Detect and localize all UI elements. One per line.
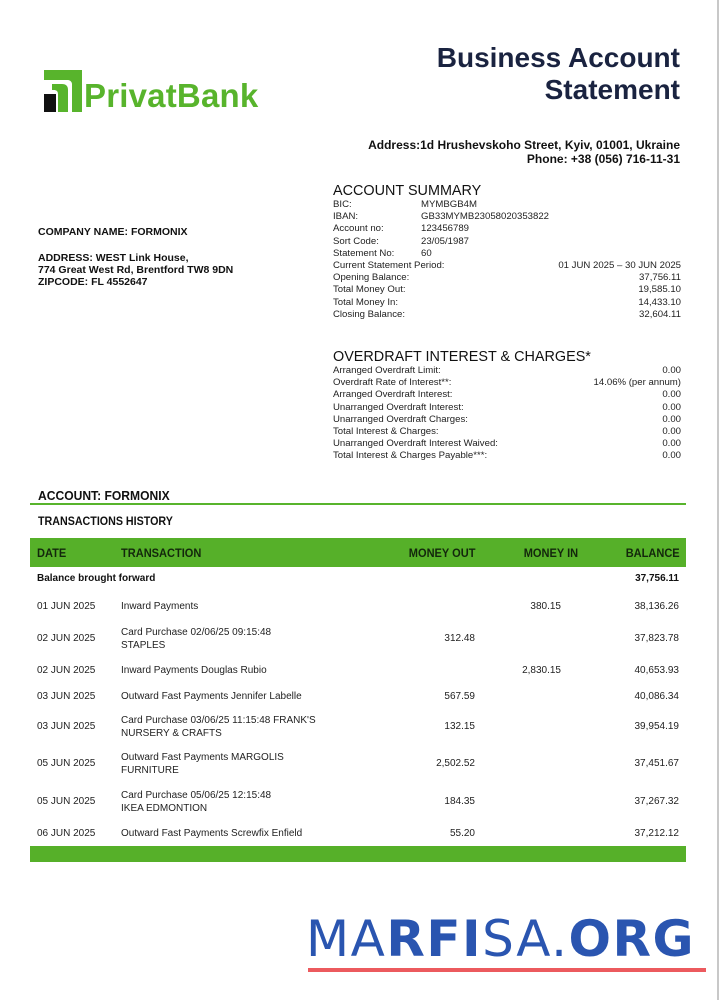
title-line-1: Business Account — [436, 42, 680, 73]
row-balance: 37,267.32 — [634, 796, 679, 807]
sort-code-row — [333, 236, 681, 248]
brought-forward-balance: 37,756.11 — [635, 573, 679, 584]
overdraft-value: 0.00 — [662, 450, 681, 462]
column-header-transaction: TRANSACTION — [121, 546, 202, 560]
period-row — [333, 260, 681, 272]
overdraft-row — [333, 414, 681, 426]
account-summary — [333, 182, 681, 321]
privatbank-logo — [44, 66, 258, 112]
row-money-out: 132.15 — [444, 721, 475, 732]
company-address-line-2: 774 Great West Rd, Brentford TW8 9DN — [38, 264, 234, 276]
transactions-table-footer — [30, 846, 686, 862]
account-no-row — [333, 223, 681, 235]
overdraft-value: 0.00 — [662, 389, 681, 401]
row-money-out: 567.59 — [444, 691, 475, 702]
row-date: 05 JUN 2025 — [37, 796, 96, 807]
statement-no-label: Statement No: — [333, 247, 395, 259]
overdraft-label: Unarranged Overdraft Interest Waived: — [333, 438, 498, 450]
row-transaction — [121, 790, 271, 815]
bic-value: MYMBGB4M — [421, 199, 477, 210]
row-transaction-line-1: Outward Fast Payments MARGOLIS — [121, 752, 284, 763]
watermark-part-1: MA — [306, 910, 387, 968]
account-title: ACCOUNT: FORMONIX — [38, 488, 170, 503]
transactions-table-header — [30, 538, 686, 567]
row-transaction-line-1: Card Purchase 05/06/25 12:15:48 — [121, 790, 272, 801]
watermark-part-2: RFI — [386, 910, 483, 968]
bank-phone: Phone: +38 (056) 716-11-31 — [526, 152, 680, 166]
transactions-history-title: TRANSACTIONS HISTORY — [38, 516, 173, 528]
opening-balance-value: 37,756.11 — [639, 272, 681, 284]
column-header-money-out: MONEY OUT — [408, 546, 475, 560]
period-label: Current Statement Period: — [333, 259, 445, 271]
row-money-out: 184.35 — [444, 796, 475, 807]
row-money-in: 2,830.15 — [522, 665, 561, 676]
overdraft-label: Unarranged Overdraft Interest: — [333, 401, 464, 413]
company-info — [38, 226, 233, 288]
section-divider — [30, 503, 686, 505]
column-header-money-in: MONEY IN — [523, 546, 578, 560]
company-address-line-1: ADDRESS: WEST Link House, — [38, 252, 189, 264]
row-balance: 38,136.26 — [634, 601, 679, 612]
row-transaction-line-2: NURSERY & CRAFTS — [121, 727, 222, 739]
statement-no-value: 60 — [421, 247, 432, 259]
column-header-date: DATE — [37, 546, 67, 560]
row-transaction — [121, 691, 302, 704]
row-date: 02 JUN 2025 — [37, 665, 96, 676]
overdraft-label: Unarranged Overdraft Charges: — [333, 413, 468, 425]
row-transaction-line-1: Inward Payments — [121, 601, 199, 612]
row-transaction — [121, 627, 271, 652]
title-line-2: Statement — [544, 74, 680, 105]
watermark — [306, 912, 695, 966]
closing-balance-value: 32,604.11 — [639, 308, 681, 320]
overdraft-title: OVERDRAFT INTEREST & CHARGES* — [333, 348, 591, 365]
row-transaction — [121, 752, 284, 777]
row-balance: 40,653.93 — [634, 665, 679, 676]
company-zipcode: ZIPCODE: FL 4552647 — [38, 276, 148, 288]
brought-forward-label: Balance brought forward — [37, 573, 156, 584]
row-transaction — [121, 601, 198, 614]
account-no-value: 123456789 — [421, 223, 470, 235]
row-money-out: 55.20 — [449, 828, 475, 839]
overdraft-value: 0.00 — [662, 413, 681, 425]
row-balance: 37,212.12 — [634, 828, 679, 839]
overdraft-row — [333, 365, 681, 377]
brand-name: PrivatBank — [84, 77, 259, 114]
overdraft-row — [333, 389, 681, 401]
money-in-row — [333, 297, 681, 309]
watermark-underline — [308, 968, 706, 972]
overdraft-value: 0.00 — [662, 425, 681, 437]
bank-address: Address:1d Hrushevskoho Street, Kyiv, 01001, Ukraine — [368, 138, 680, 152]
row-transaction-line-1: Card Purchase 03/06/25 11:15:48 FRANK'S — [121, 715, 316, 726]
opening-balance-label: Opening Balance: — [333, 272, 410, 284]
row-transaction-line-2: STAPLES — [121, 639, 166, 651]
closing-balance-label: Closing Balance: — [333, 308, 405, 320]
row-date: 05 JUN 2025 — [37, 758, 96, 769]
overdraft-value: 0.00 — [662, 365, 681, 376]
period-value: 01 JUN 2025 – 30 JUN 2025 — [558, 259, 681, 271]
row-date: 03 JUN 2025 — [37, 721, 96, 732]
iban-value: GB33MYMB23058020353822 — [421, 211, 550, 223]
money-out-label: Total Money Out: — [333, 284, 406, 296]
sort-code-value: 23/05/1987 — [421, 235, 470, 247]
money-in-label: Total Money In: — [333, 296, 399, 308]
overdraft-value: 14.06% (per annum) — [593, 377, 681, 389]
page-edge-divider — [717, 0, 719, 1000]
row-balance: 39,954.19 — [634, 721, 679, 732]
watermark-part-4: ORG — [568, 910, 696, 968]
money-out-value: 19,585.10 — [638, 284, 681, 296]
money-in-value: 14,433.10 — [638, 296, 681, 308]
opening-balance-row — [333, 272, 681, 284]
watermark-part-3: SA. — [482, 910, 569, 968]
row-date: 06 JUN 2025 — [37, 828, 96, 839]
row-transaction-line-1: Outward Fast Payments Screwfix Enfield — [121, 828, 303, 839]
row-balance: 37,823.78 — [634, 633, 679, 644]
overdraft-row — [333, 402, 681, 414]
row-transaction-line-1: Card Purchase 02/06/25 09:15:48 — [121, 627, 272, 638]
overdraft-value: 0.00 — [662, 401, 681, 413]
statement-no-row — [333, 248, 681, 260]
money-out-row — [333, 284, 681, 296]
column-header-balance: BALANCE — [626, 546, 680, 560]
privatbank-logo-icon — [44, 70, 82, 112]
overdraft-row — [333, 438, 681, 450]
overdraft-label: Total Interest & Charges Payable***: — [333, 450, 488, 462]
row-transaction — [121, 828, 302, 841]
company-name: COMPANY NAME: FORMONIX — [38, 226, 188, 238]
overdraft-label: Arranged Overdraft Interest: — [333, 389, 453, 401]
overdraft-label: Arranged Overdraft Limit: — [333, 365, 441, 376]
sort-code-label: Sort Code: — [333, 235, 379, 247]
closing-balance-row — [333, 309, 681, 321]
row-money-out: 312.48 — [444, 633, 475, 644]
row-transaction-line-2: IKEA EDMONTION — [121, 802, 208, 814]
row-balance: 40,086.34 — [634, 691, 679, 702]
row-balance: 37,451.67 — [634, 758, 679, 769]
overdraft-row — [333, 426, 681, 438]
bic-row — [333, 199, 681, 211]
row-transaction-line-1: Outward Fast Payments Jennifer Labelle — [121, 691, 302, 702]
row-transaction-line-2: FURNITURE — [121, 764, 179, 776]
row-transaction-line-1: Inward Payments Douglas Rubio — [121, 665, 267, 676]
bic-label: BIC: — [333, 199, 352, 210]
row-date: 02 JUN 2025 — [37, 633, 96, 644]
bank-contact — [368, 138, 680, 166]
account-no-label: Account no: — [333, 223, 384, 235]
row-transaction — [121, 715, 316, 740]
row-transaction — [121, 665, 267, 678]
overdraft-label: Total Interest & Charges: — [333, 425, 439, 437]
overdraft-row — [333, 377, 681, 389]
row-date: 01 JUN 2025 — [37, 601, 96, 612]
overdraft-label: Overdraft Rate of Interest**: — [333, 377, 452, 389]
row-date: 03 JUN 2025 — [37, 691, 96, 702]
account-summary-title: ACCOUNT SUMMARY — [333, 182, 482, 199]
iban-row — [333, 211, 681, 223]
overdraft-row — [333, 450, 681, 462]
overdraft-section — [333, 348, 681, 463]
page-title — [437, 42, 680, 106]
row-money-in: 380.15 — [530, 601, 561, 612]
row-money-out: 2,502.52 — [436, 758, 475, 769]
overdraft-value: 0.00 — [662, 438, 681, 450]
iban-label: IBAN: — [333, 211, 359, 223]
